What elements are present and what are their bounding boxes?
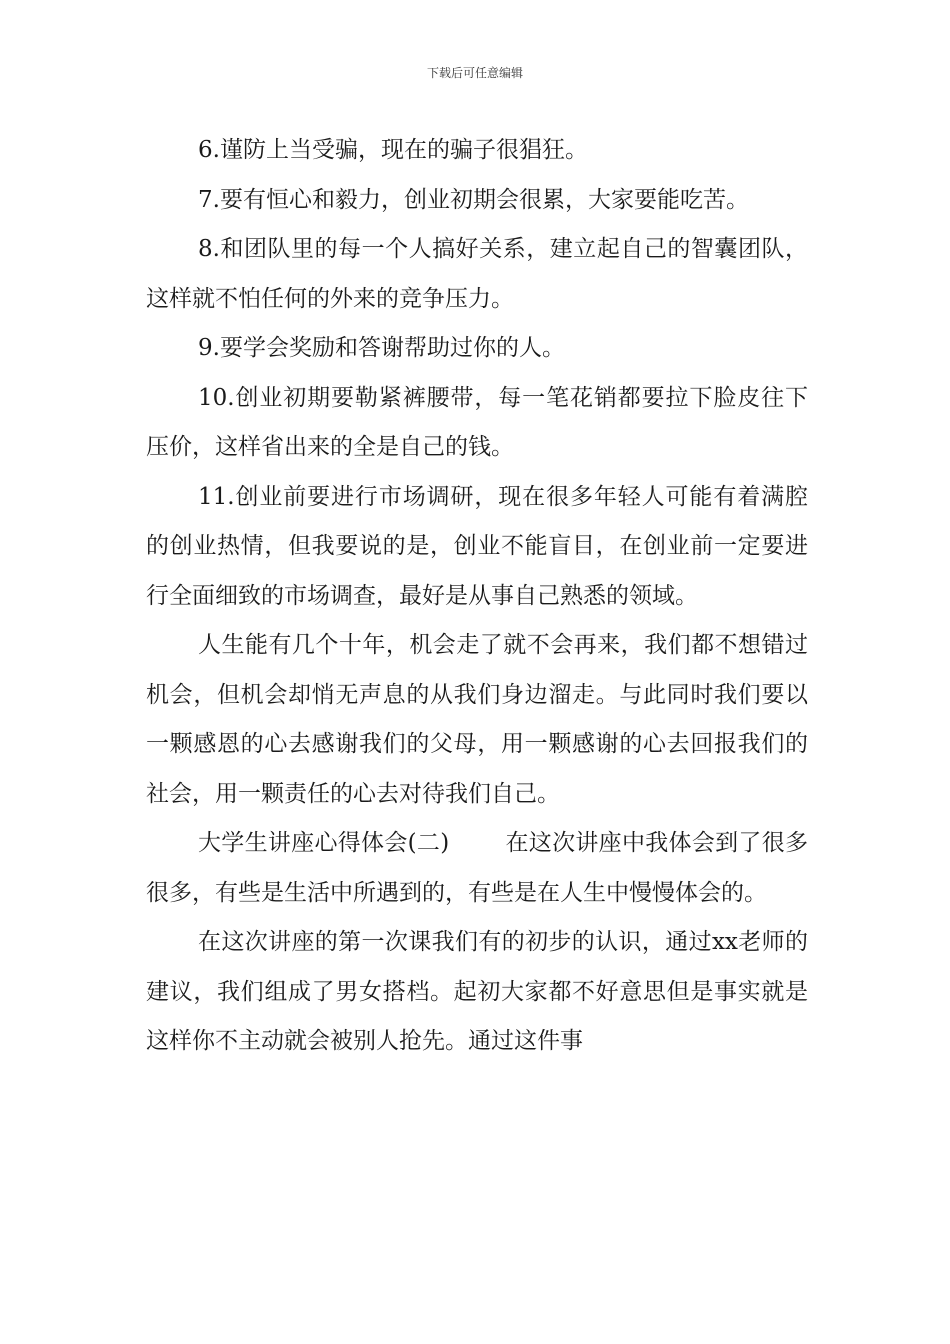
document-body [146,126,808,1067]
paragraph-conclusion: 人生能有几个十年，机会走了就不会再来，我们都不想错过机会，但机会却悄无声息的从我们身边溜走。与此同时我们要以一颗感恩的心去感谢我们的父母，用一颗感谢的心去回报我们的社会，用一颗责任的心去对待我们自己。 [146,632,808,807]
paragraph-final: 在这次讲座的第一次课我们有的初步的认识，通过xx老师的建议，我们组成了男女搭档。起初大家都不好意思但是事实就是这样你不主动就会被别人抢先。通过这件事 [146,929,808,1054]
section-text: 在这次讲座中我体会到了很多很多，有些是生活中所遇到的，有些是在人生中慢慢体会的。 [146,830,809,906]
section-paragraph [146,819,808,918]
paragraph-item-8: 8.和团队里的每一个人搞好关系，建立起自己的智囊团队，这样就不怕任何的外来的竞争压力。 [146,236,808,312]
paragraph-item-7: 7.要有恒心和毅力，创业初期会很累，大家要能吃苦。 [198,186,749,213]
paragraph-item-9: 9.要学会奖励和答谢帮助过你的人。 [198,335,565,361]
paragraph-item-11: 11.创业前要进行市场调研，现在很多年轻人可能有着满腔的创业热情，但我要说的是，创业不能盲目，在创业前一定要进行全面细致的市场调查，最好是从事自己熟悉的领域。 [146,483,808,609]
paragraph-item-6: 6.谨防上当受骗，现在的骗子很猖狂。 [198,137,588,163]
section-title: 大学生讲座心得体会(二) [198,830,450,856]
page-header-note: 下载后可任意编辑 [426,66,523,80]
paragraph-item-10: 10.创业初期要勒紧裤腰带，每一笔花销都要拉下脸皮往下压价，这样省出来的全是自己的钱。 [146,384,808,460]
